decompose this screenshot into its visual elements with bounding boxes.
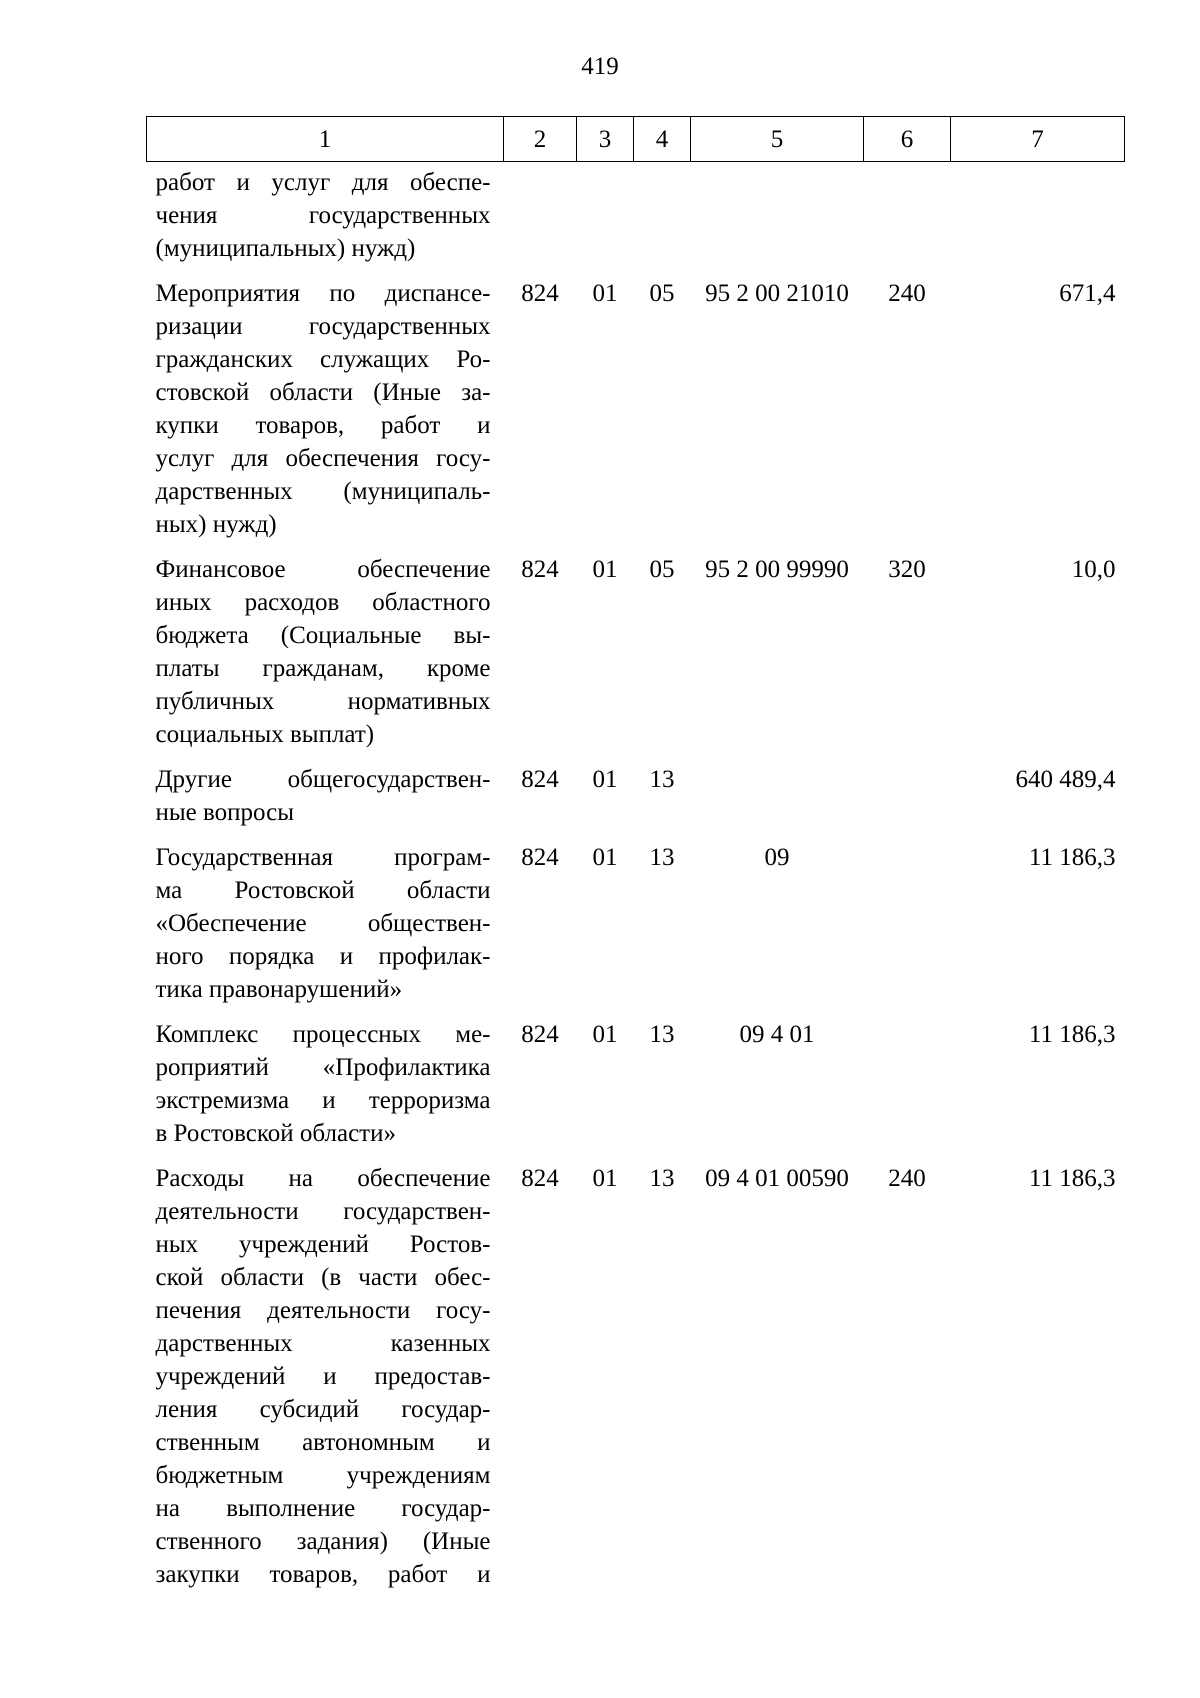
description-line: услуг для обеспечения госу- <box>155 445 491 472</box>
budget-table <box>146 116 1125 1603</box>
description-line: стовской области (Иные за- <box>155 379 491 406</box>
admin-code-cell: 824 <box>521 280 559 307</box>
table-body <box>147 162 1125 1604</box>
description-line: дарственных казенных <box>155 1330 491 1357</box>
description-line: Другие общегосударствен- <box>155 766 491 793</box>
admin-code-cell: 824 <box>521 1165 559 1192</box>
row-description <box>147 763 504 841</box>
row-description <box>147 162 504 278</box>
column-header-4: 4 <box>634 117 691 162</box>
section-code-cell: 01 <box>592 280 618 307</box>
amount-cell <box>951 162 1125 278</box>
description-line: ного порядка и профилак- <box>155 943 491 970</box>
section-code-cell: 01 <box>592 1021 618 1048</box>
section-code-cell: 01 <box>592 556 618 583</box>
description-line: ных) нужд) <box>155 511 277 538</box>
expense-type-cell <box>864 162 951 278</box>
subsection-code-cell: 13 <box>649 844 675 871</box>
target-article-cell: 09 4 01 <box>739 1021 815 1048</box>
subsection-code-cell: 13 <box>649 1165 675 1192</box>
table-row <box>147 1162 1125 1603</box>
column-header-7: 7 <box>951 117 1125 162</box>
row-description <box>147 1018 504 1162</box>
description-line: закупки товаров, работ и <box>155 1561 491 1588</box>
description-line: «Обеспечение обществен- <box>155 910 491 937</box>
column-header-1: 1 <box>147 117 504 162</box>
column-header-2: 2 <box>504 117 577 162</box>
description-line: ления субсидий государ- <box>155 1396 491 1423</box>
table-row <box>147 1018 1125 1162</box>
section-code-cell: 01 <box>592 844 618 871</box>
description-line: тика правонарушений» <box>155 976 403 1003</box>
description-line: печения деятельности госу- <box>155 1297 491 1324</box>
admin-code-cell: 824 <box>521 844 559 871</box>
row-description <box>147 277 504 553</box>
amount-cell: 11 186,3 <box>1028 1021 1116 1048</box>
row-description <box>147 841 504 1018</box>
target-article-cell: 09 4 01 00590 <box>705 1165 849 1192</box>
description-line: Финансовое обеспечение <box>155 556 491 583</box>
description-line: Комплекс процессных ме- <box>155 1021 491 1048</box>
section-code-cell: 01 <box>592 1165 618 1192</box>
table-row <box>147 841 1125 1018</box>
description-line: работ и услуг для обеспе- <box>155 169 491 196</box>
amount-cell: 640 489,4 <box>1015 766 1116 793</box>
description-line: (муниципальных) нужд) <box>155 235 416 262</box>
target-article-cell: 95 2 00 99990 <box>705 556 849 583</box>
description-line: экстремизма и терроризма <box>155 1087 491 1114</box>
admin-code-cell: 824 <box>521 766 559 793</box>
description-line: бюджета (Социальные вы- <box>155 622 491 649</box>
target-article-cell: 95 2 00 21010 <box>705 280 849 307</box>
description-line: ма Ростовской области <box>155 877 491 904</box>
expense-type-cell: 240 <box>888 1165 926 1192</box>
subsection-code-cell <box>634 162 691 278</box>
row-description <box>147 1162 504 1603</box>
table-row <box>147 277 1125 553</box>
table-row <box>147 763 1125 841</box>
description-line: гражданских служащих Ро- <box>155 346 491 373</box>
description-line: ризации государственных <box>155 313 491 340</box>
expense-type-cell: 320 <box>888 556 926 583</box>
subsection-code-cell: 05 <box>649 556 675 583</box>
column-header-6: 6 <box>864 117 951 162</box>
description-line: ных учреждений Ростов- <box>155 1231 491 1258</box>
description-line: в Ростовской области» <box>155 1120 396 1147</box>
description-line: купки товаров, работ и <box>155 412 491 439</box>
subsection-code-cell: 13 <box>649 1021 675 1048</box>
description-line: социальных выплат) <box>155 721 375 748</box>
row-description <box>147 553 504 763</box>
description-line: роприятий «Профилактика <box>155 1054 491 1081</box>
description-line: Государственная програм- <box>155 844 491 871</box>
expense-type-cell <box>864 1018 951 1162</box>
section-code-cell <box>577 162 634 278</box>
table-row <box>147 553 1125 763</box>
table-header <box>147 117 1125 162</box>
description-line: ственного задания) (Иные <box>155 1528 491 1555</box>
description-line: учреждений и предостав- <box>155 1363 491 1390</box>
amount-cell: 11 186,3 <box>1028 1165 1116 1192</box>
description-line: дарственных (муниципаль- <box>155 478 491 505</box>
amount-cell: 11 186,3 <box>1028 844 1116 871</box>
page-number: 419 <box>581 53 619 80</box>
description-line: платы гражданам, кроме <box>155 655 491 682</box>
target-article-cell <box>691 763 864 841</box>
admin-code-cell <box>504 162 577 278</box>
description-line: на выполнение государ- <box>155 1495 491 1522</box>
description-line: деятельности государствен- <box>155 1198 491 1225</box>
header-row <box>147 117 1125 162</box>
expense-type-cell: 240 <box>888 280 926 307</box>
column-header-5: 5 <box>691 117 864 162</box>
description-line: ные вопросы <box>155 799 295 826</box>
target-article-cell: 09 <box>764 844 790 871</box>
admin-code-cell: 824 <box>521 1021 559 1048</box>
expense-type-cell <box>864 841 951 1018</box>
section-code-cell: 01 <box>592 766 618 793</box>
description-line: чения государственных <box>155 202 491 229</box>
expense-type-cell <box>864 763 951 841</box>
subsection-code-cell: 13 <box>649 766 675 793</box>
description-line: Мероприятия по диспансе- <box>155 280 491 307</box>
description-line: публичных нормативных <box>155 688 491 715</box>
description-line: ской области (в части обес- <box>155 1264 491 1291</box>
amount-cell: 10,0 <box>1071 556 1116 583</box>
target-article-cell <box>691 162 864 278</box>
description-line: ственным автономным и <box>155 1429 491 1456</box>
table-row <box>147 162 1125 278</box>
description-line: бюджетным учреждениям <box>155 1462 491 1489</box>
admin-code-cell: 824 <box>521 556 559 583</box>
subsection-code-cell: 05 <box>649 280 675 307</box>
column-header-3: 3 <box>577 117 634 162</box>
description-line: иных расходов областного <box>155 589 491 616</box>
amount-cell: 671,4 <box>1059 280 1116 307</box>
description-line: Расходы на обеспечение <box>155 1165 491 1192</box>
